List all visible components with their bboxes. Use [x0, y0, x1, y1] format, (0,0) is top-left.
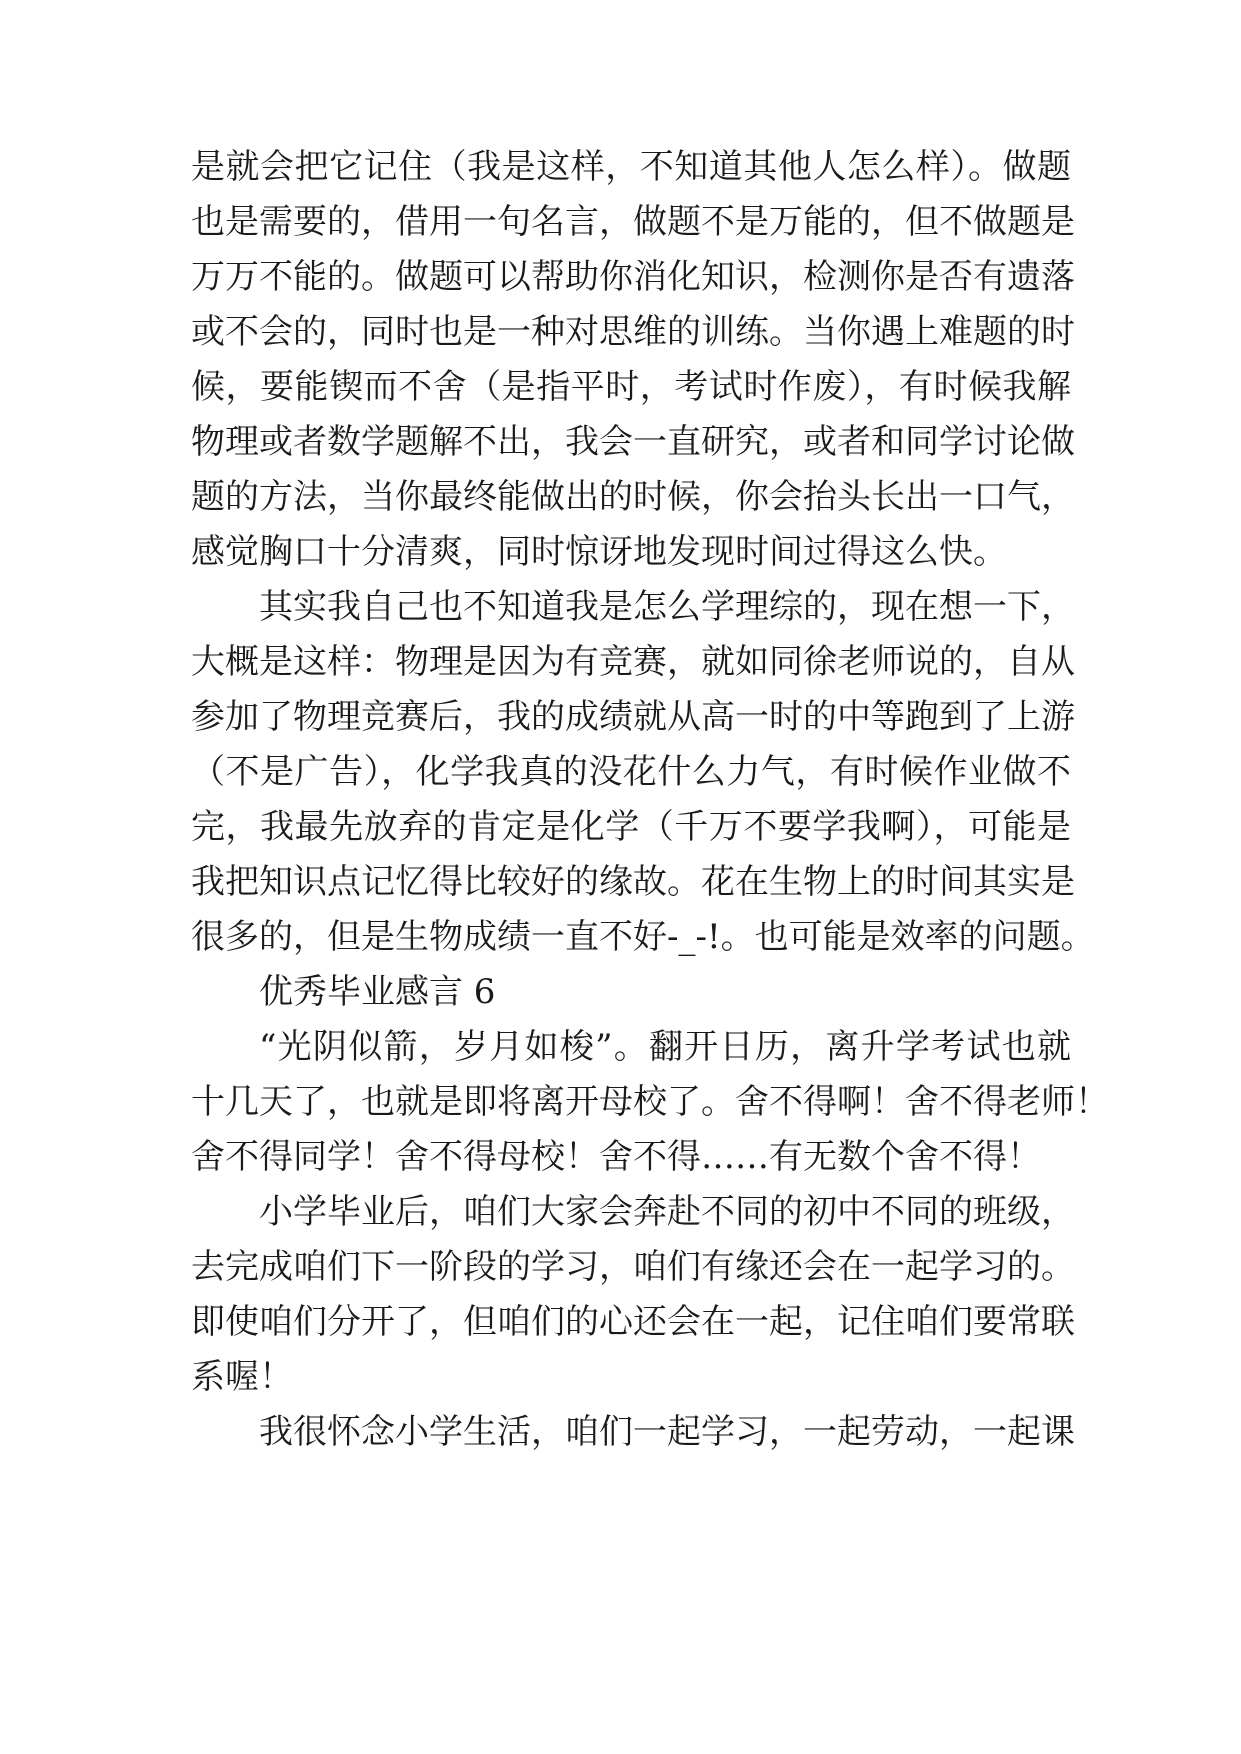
section-heading: 优秀毕业感言 6	[259, 972, 496, 1012]
text-line: 舍不得同学！舍不得母校！舍不得……有无数个舍不得！	[191, 1137, 1041, 1177]
text-line: 我把知识点记忆得比较好的缘故。花在生物上的时间其实是	[191, 862, 1075, 902]
text-line: 候，要能锲而不舍（是指平时，考试时作废），有时候我解	[191, 367, 1071, 407]
text-line: （不是广告），化学我真的没花什么力气，有时候作业做不	[191, 752, 1071, 792]
text-line: 物理或者数学题解不出，我会一直研究，或者和同学讨论做	[191, 422, 1075, 462]
text-line: 是就会把它记住（我是这样，不知道其他人怎么样）。做题	[191, 147, 1071, 187]
text-line: 即使咱们分开了，但咱们的心还会在一起，记住咱们要常联	[191, 1302, 1075, 1342]
paragraph-first-line: 我很怀念小学生活，咱们一起学习，一起劳动，一起课	[259, 1412, 1075, 1452]
text-line: 完，我最先放弃的肯定是化学（千万不要学我啊），可能是	[191, 807, 1071, 847]
text-line: 去完成咱们下一阶段的学习，咱们有缘还会在一起学习的。	[191, 1247, 1075, 1287]
text-line: 感觉胸口十分清爽，同时惊讶地发现时间过得这么快。	[191, 532, 1007, 572]
text-line: 也是需要的，借用一句名言，做题不是万能的，但不做题是	[191, 202, 1075, 242]
text-line: 参加了物理竞赛后，我的成绩就从高一时的中等跑到了上游	[191, 697, 1075, 737]
text-line: 系喔！	[191, 1357, 293, 1397]
text-line: 很多的，但是生物成绩一直不好-_-!。也可能是效率的问题。	[191, 917, 1095, 957]
paragraph-first-line: “光阴似箭，岁月如梭”。翻开日历，离升学考试也就	[259, 1027, 1071, 1067]
paragraph-first-line: 小学毕业后，咱们大家会奔赴不同的初中不同的班级，	[259, 1192, 1075, 1232]
text-line: 大概是这样：物理是因为有竞赛，就如同徐老师说的，自从	[191, 642, 1075, 682]
text-line: 万万不能的。做题可以帮助你消化知识，检测你是否有遗落	[191, 257, 1075, 297]
text-line: 题的方法，当你最终能做出的时候，你会抬头长出一口气，	[191, 477, 1075, 517]
text-line: 或不会的，同时也是一种对思维的训练。当你遇上难题的时	[191, 312, 1075, 352]
text-line: 十几天了，也就是即将离开母校了。舍不得啊！舍不得老师！	[191, 1082, 1109, 1122]
paragraph-first-line: 其实我自己也不知道我是怎么学理综的，现在想一下，	[259, 587, 1075, 627]
